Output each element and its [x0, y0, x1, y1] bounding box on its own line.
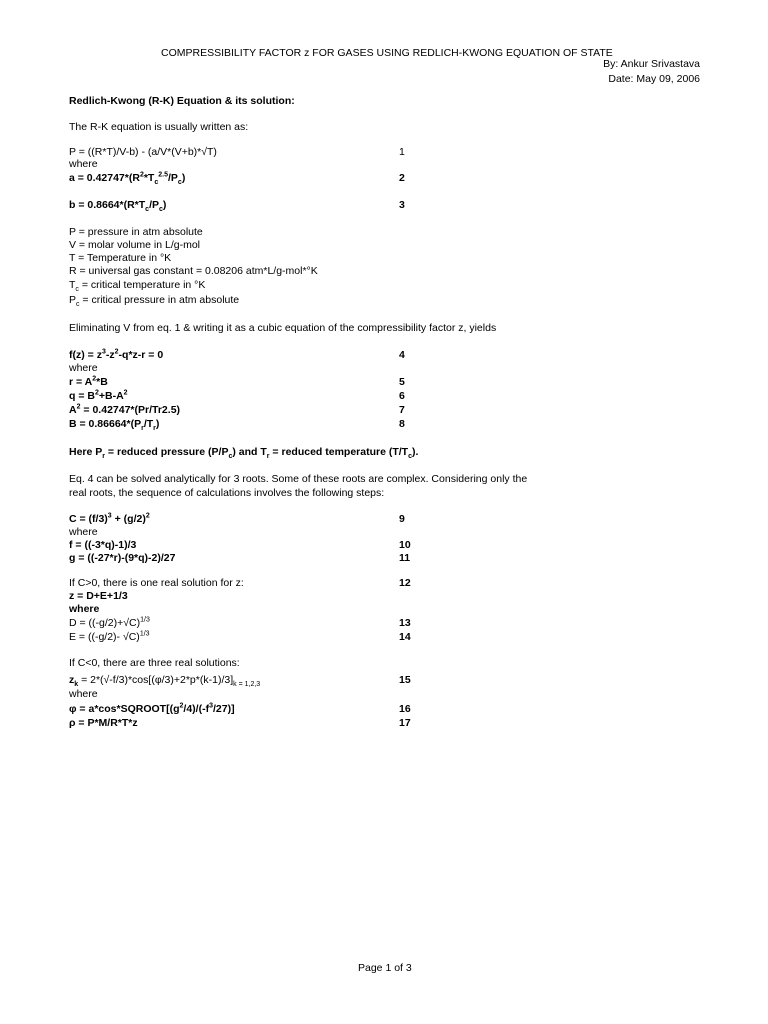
where-label: where: [69, 603, 100, 615]
equation-14: E = ((-g/2)- √C)$^{1/3}$: [69, 630, 150, 643]
equation-6-number: 6: [399, 390, 405, 402]
equation-10: f = ((-3*q)-1)/3: [69, 539, 137, 551]
where-label: where: [69, 362, 98, 374]
eliminating-text: Eliminating V from eq. 1 & writing it as a cubic equation of the compressibility factor z, yields: [69, 322, 497, 334]
equation-4-number: 4: [399, 349, 405, 361]
equation-7: $A^2 = 0.42747*(Pr/Tr2.5)$: [69, 403, 181, 416]
equation-3-number: 3: [399, 199, 405, 211]
equation-9-number: 9: [399, 513, 405, 525]
equation-11-number: 11: [399, 552, 411, 564]
intro-text: The R-K equation is usually written as:: [69, 121, 249, 133]
document-title: COMPRESSIBILITY FACTOR z FOR GASES USING REDLICH-KWONG EQUATION OF STATE: [161, 47, 613, 59]
equation-9: $C = (f/3)^3 + (g/2)^2$: [69, 512, 150, 525]
definition-t: T = Temperature in °K: [69, 252, 172, 264]
solve-text-line-2: real roots, the sequence of calculations involves the following steps:: [69, 487, 385, 499]
where-label: where: [69, 526, 98, 538]
equation-11: g = ((-27*r)-(9*q)-2)/27: [69, 552, 176, 564]
definition-pc: $P_c$ = critical pressure in atm absolute: [69, 294, 240, 309]
equation-3: $b = 0.8664*(R*T_c/P_c)$: [69, 199, 167, 214]
definition-v: V = molar volume in L/g-mol: [69, 239, 201, 251]
equation-16-number: 16: [399, 703, 411, 715]
equation-14-number: 14: [399, 631, 411, 643]
definition-p: P = pressure in atm absolute: [69, 226, 203, 238]
equation-z: z = D+E+1/3: [69, 590, 128, 602]
equation-8-number: 8: [399, 418, 405, 430]
equation-5-number: 5: [399, 376, 405, 388]
equation-6: $q = B^2+B-A^2$: [69, 389, 128, 402]
equation-17-number: 17: [399, 717, 411, 729]
date-line: Date: May 09, 2006: [608, 73, 700, 85]
equation-13-number: 13: [399, 617, 411, 629]
author-line: By: Ankur Srivastava: [603, 58, 700, 70]
equation-17: ρ = P*M/R*T*z: [69, 717, 138, 729]
equation-13: $D = ((-g/2)+√C)^{1/3}$: [69, 616, 150, 629]
definition-r: R = universal gas constant = 0.08206 atm*L/g-mol*°K: [69, 265, 318, 277]
equation-15: $z_k = 2*(√-f/3)*\cos[(\varphi/3)+2*p*(k-1)/3]_{k = 1,2,3}$: [69, 674, 261, 689]
equation-2: $a = 0.42747*(R^2*T_c^{2.5}/P_c)$: [69, 171, 186, 187]
equation-12-number: 12: [399, 577, 411, 589]
solve-text-line-1: Eq. 4 can be solved analytically for 3 roots. Some of these roots are complex. Considering only the: [69, 473, 528, 485]
where-label: where: [69, 688, 98, 700]
equation-10-number: 10: [399, 539, 411, 551]
section-heading: Redlich-Kwong (R-K) Equation & its solution:: [69, 95, 295, 107]
page-number: Page 1 of 3: [358, 962, 412, 974]
equation-15-number: 15: [399, 674, 411, 686]
equation-1: P = ((R*T)/V-b) - (a/V*(V+b)*√T): [69, 146, 217, 158]
definition-tc: $T_c$ = critical temperature in °K: [69, 279, 206, 294]
equation-5: $r = A^2*B$: [69, 375, 108, 388]
case-one-real-solution: If C>0, there is one real solution for z:: [69, 577, 244, 589]
where-label: where: [69, 158, 98, 170]
equation-7-number: 7: [399, 404, 405, 416]
equation-16: $\varphi = a*\cos*SQROOT[(g^2/4)/(-f^3/27)]$: [69, 702, 235, 715]
equation-4: $f(z) = z^3-z^2-q*z-r = 0$: [69, 348, 164, 361]
reduced-definitions: Here $P_r$ = reduced pressure $(P/P_c)$ and $T_r$ = reduced temperature $(T/T_c)$.: [69, 446, 419, 461]
case-three-real-solutions: If C<0, there are three real solutions:: [69, 657, 240, 669]
equation-1-number: 1: [399, 146, 405, 158]
equation-2-number: 2: [399, 172, 405, 184]
equation-8: $B = 0.86664*(P_r/T_r)$: [69, 418, 160, 433]
